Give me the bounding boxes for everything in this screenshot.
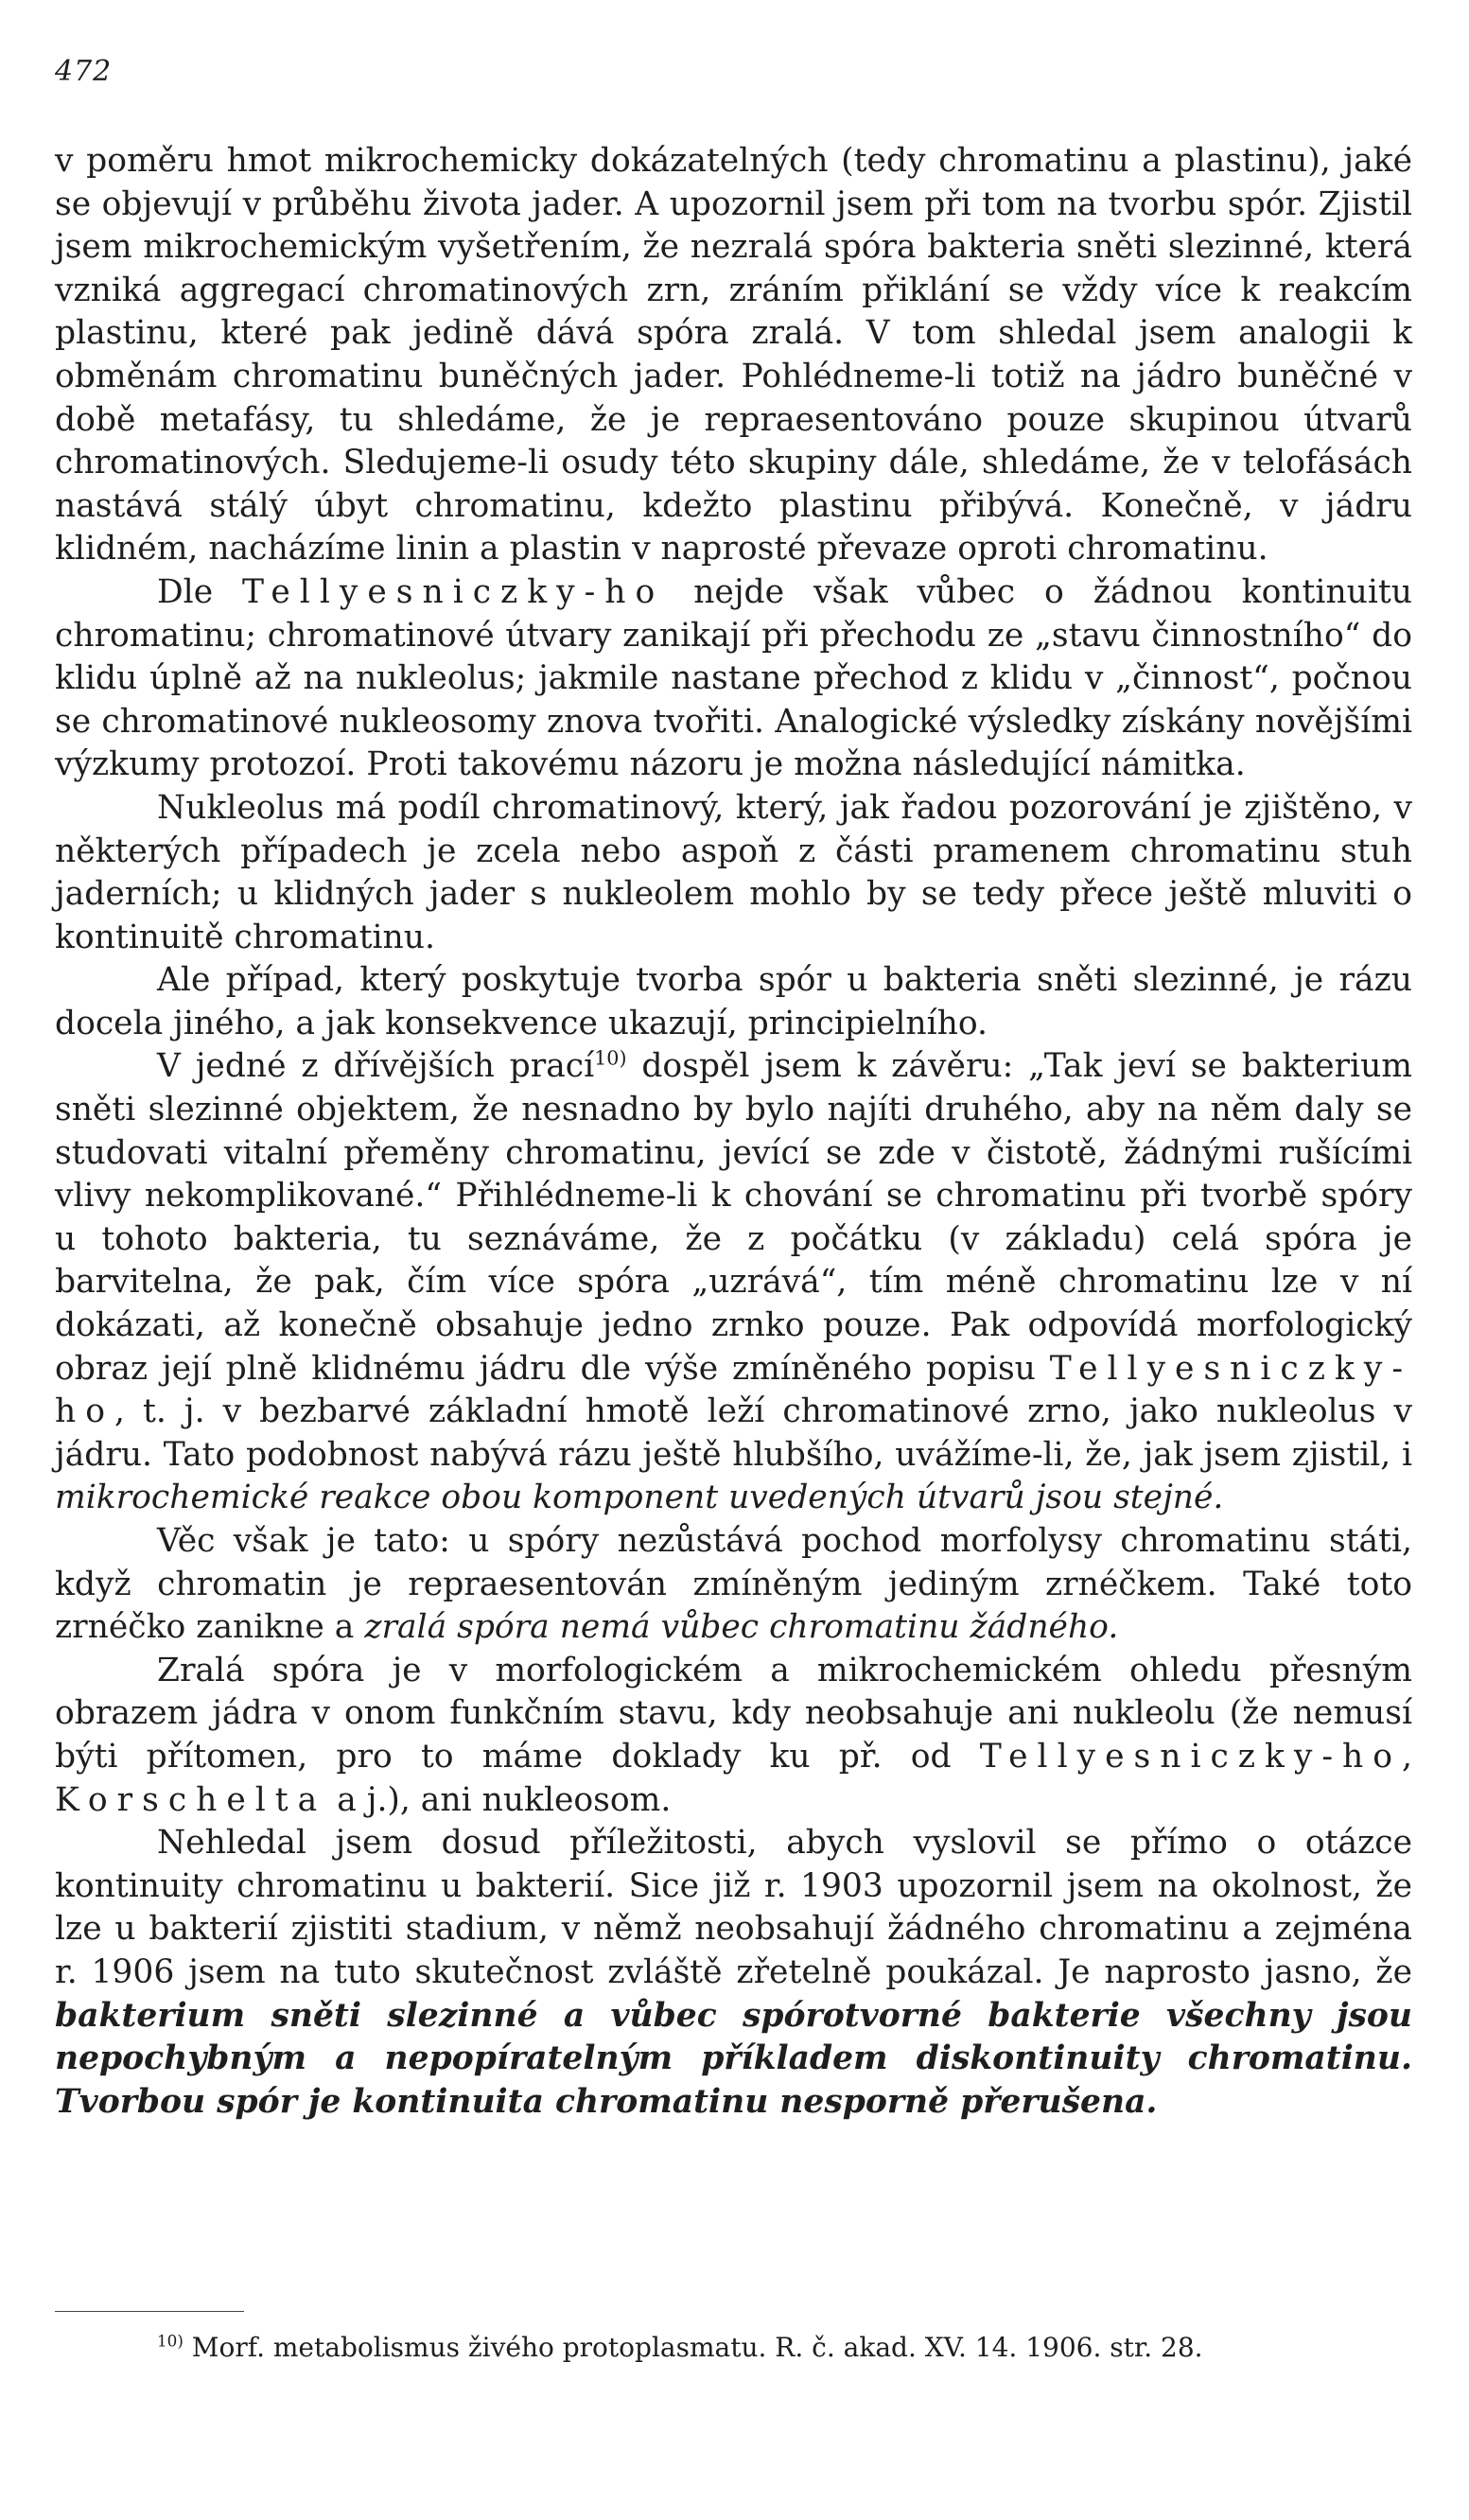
paragraph-2-text-b: nejde však vůbec o žádnou kontinuitu chromatinu; chromatinové útvary zanikají při přechodu ze „stavu činnostního“ do klidu úplně až na nukleolus; jakmile nastane přechod z klidu v „činnost“, počnou se chromatinové nukleosomy znova tvořiti. Analogické výsledky získány novějšími výzkumy protozoí. Proti takovému názoru je možna následující námitka.	[55, 572, 1413, 784]
paragraph-1: v poměru hmot mikrochemicky dokázatelných (tedy chromatinu a plastinu), jaké se objevují v průběhu života jader. A upozornil jsem při tom na tvorbu spór. Zjistil jsem mikrochemickým vyšetřením, že nezralá spóra bakteria sněti slezinné, která vzniká aggregací chromatinových zrn, zráním přiklání se vždy více k reakcím plastinu, které pak jedině dává spóra zralá. V tom shledal jsem analogii k obměnám chromatinu buněčných jader. Pohlédneme-li totiž na jádro buněčné v době metafásy, tu shledáme, že je repraesentováno pouze skupinou útvarů chromatinových. Sledujeme-li osudy této skupiny dále, shledáme, že v telofásách nastává stálý úbyt chromatinu, kdežto plastinu přibývá. Konečně, v jádru klidném, nacházíme linin a plastin v naprosté převaze oproti chromatinu.	[55, 142, 1412, 569]
paragraph-5	[55, 1045, 1412, 1520]
paragraph-7-text-a: Zralá spóra je v morfologickém a mikrochemickém ohledu přesným obrazem jádra v onom funkčním stavu, kdy neobsahuje ani nukleolu (že nemusí býti přítomen, pro to máme doklady ku př. od	[55, 1651, 1412, 1776]
footnote-reference: 10)	[594, 1046, 627, 1070]
paragraph-2-text-a: Dle	[157, 572, 243, 611]
paragraph-6	[55, 1520, 1412, 1650]
footnote-text	[55, 2329, 1412, 2367]
footnote-citation: Morf. metabolismus živého protoplasmatu. R. č. akad. XV. 14. 1906. str. 28.	[183, 2332, 1203, 2363]
author-name: Tellyesniczky-ho	[242, 572, 665, 611]
paragraph-5-text-c: , t. j. v bezbarvé základní hmotě leží chromatinové zrno, jako nukleolus v jádru. Tato podobnost nabývá rázu ještě hlubšího, uvážíme-li, že, jak jsem zjistil, i	[55, 1392, 1412, 1474]
emphasis-text: zralá spóra nemá vůbec chromatinu žádného.	[364, 1608, 1119, 1647]
paragraph-3: Nukleolus má podíl chromatinový, který, jak řadou pozorování je zjištěno, v některých případech je zcela nebo aspoň z části pramenem chromatinu stuh jaderních; u klidných jader s nukleolem mohlo by se tedy přece ještě mluviti o kontinuitě chromatinu.	[55, 788, 1412, 956]
emphasis-text: bakterium sněti slezinné a vůbec spórotvorné bakterie všechny jsou nepochybným a nepopíratelným příkladem diskontinuity chromatinu. Tvorbou spór je kontinuita chromatinu nesporně přerušena.	[55, 1996, 1412, 2121]
author-name: Tellyesniczky-ho	[55, 1349, 1412, 1431]
paragraph-7-text-b: ,	[1402, 1737, 1412, 1776]
paragraph-4: Ale případ, který poskytuje tvorba spór u bakteria sněti slezinné, je rázu docela jiného, a jak konsekvence ukazují, principielního.	[55, 961, 1412, 1042]
paragraph-6-text-a: Věc však je tato: u spóry nezůstává pochod morfolysy chromatinu státi, když chromatin je repraesentován zmíněným jediným zrnéčkem. Také toto zrnéčko zanikne a	[55, 1522, 1412, 1647]
emphasis-text: mikrochemické reakce obou komponent uvedených útvarů jsou stejné.	[55, 1479, 1224, 1517]
paragraph-5-text-a: V jedné z dřívějších prací	[157, 1047, 595, 1086]
body-text	[55, 140, 1412, 2124]
author-name: Korschelta	[55, 1780, 327, 1819]
page-number: 472	[55, 55, 113, 88]
paragraph-8	[55, 1822, 1412, 2124]
paragraph-5-text-b: dospěl jsem k závěru: „Tak jeví se bakterium sněti slezinné objektem, že nesnadno by bylo najíti druhého, aby na něm daly se studovati vitalní přeměny chromatinu, jevící se zde v čistotě, žádnými rušícími vlivy nekomplikované.“ Přihlédneme-li k chování se chromatinu při tvorbě spóry u tohoto bakteria, tu seznáváme, že z počátku (v základu) celá spóra je barvitelna, že pak, čím více spóra „uzrává“, tím méně chromatinu lze v ní dokázati, až konečně obsahuje jedno zrnko pouze. Pak odpovídá morfologický obraz její plně klidnému jádru dle výše zmíněného popisu	[55, 1047, 1412, 1388]
paragraph-7	[55, 1650, 1412, 1822]
paragraph-8-text-a: Nehledal jsem dosud příležitosti, abych vyslovil se přímo o otázce kontinuity chromatinu u bakterií. Sice již r. 1903 upozornil jsem na okolnost, že lze u bakterií zjistiti stadium, v němž neobsahují žádného chromatinu a zejména r. 1906 jsem na tuto skutečnost zvláště zřetelně poukázal. Je naprosto jasno, že	[55, 1824, 1412, 1991]
footnote-marker: 10)	[157, 2331, 184, 2351]
footnote	[55, 2329, 1412, 2367]
paragraph-2	[55, 571, 1412, 787]
paragraph-7-text-c: a j.), ani nukleosom.	[326, 1780, 672, 1819]
author-name: Tellyesniczky-ho	[979, 1737, 1403, 1776]
footnote-divider	[55, 2311, 244, 2312]
